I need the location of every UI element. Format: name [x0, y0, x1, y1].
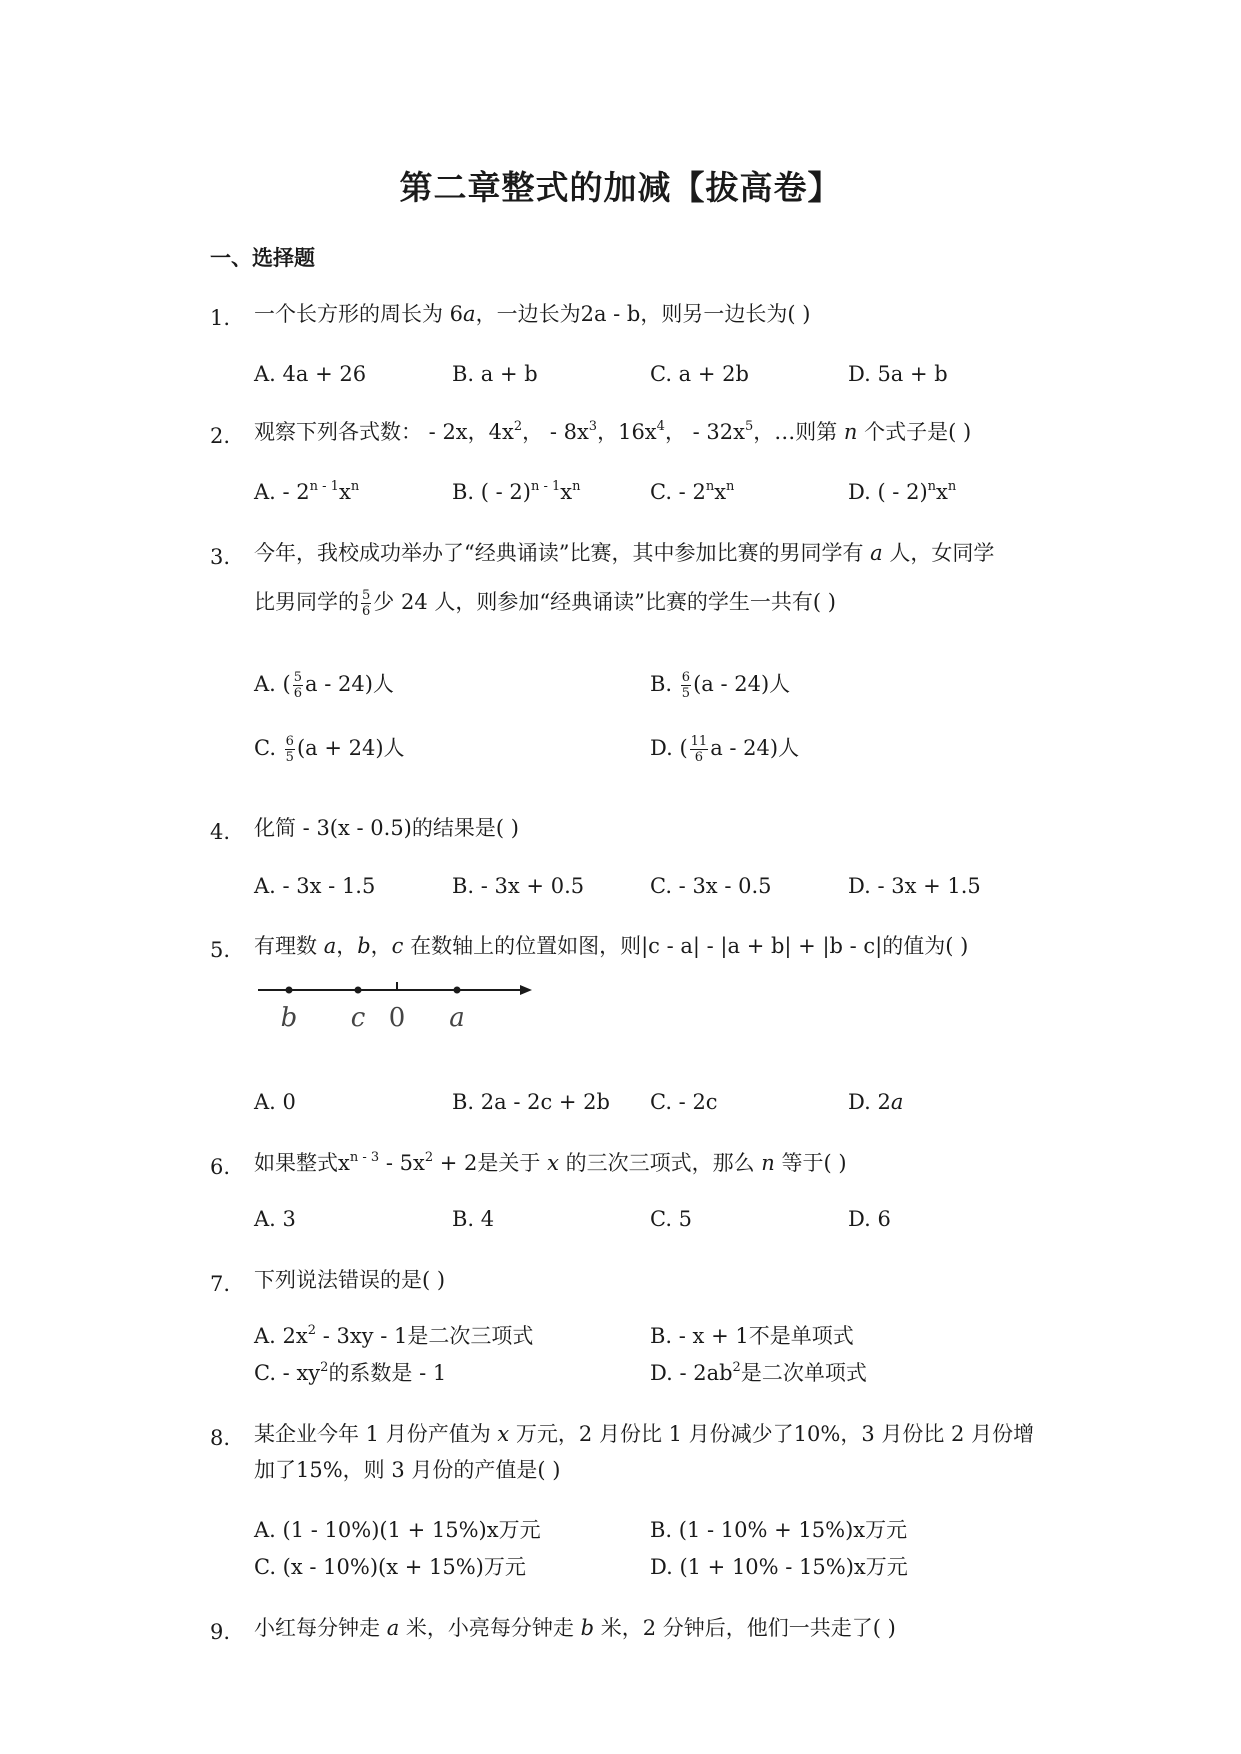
option-c: C. - 2c [650, 1090, 718, 1114]
question-text: 小红每分钟走 a 米，小亮每分钟走 b 米，2 分钟后，他们一共走了( ) [254, 1616, 896, 1640]
option-a: A. 4a + 26 [254, 362, 367, 386]
question-text: 观察下列各式数： - 2x，$4x^2$， - $8x^3$，$16x^4$， - $32x^5$，…则第 n 个式子是( ) [254, 419, 972, 444]
question-number: 1. [210, 306, 231, 330]
label-zero: 0 [388, 1003, 406, 1033]
number-line-figure [254, 978, 534, 1038]
question-text-line2: 加了15%，则 3 月份的产值是( ) [254, 1458, 561, 1482]
question-number: 4. [210, 820, 231, 844]
fraction: $\frac{5}{6}$ [362, 588, 371, 619]
option-a: A. - $2^{n - 1}x^n$ [254, 479, 360, 504]
question-number: 2. [210, 424, 231, 448]
question-text: 化简 - 3(x - 0.5)的结果是( ) [254, 816, 519, 840]
option-a: A. - 3x - 1.5 [254, 874, 376, 898]
option-c: C. 5 [650, 1207, 693, 1231]
option-a: A. (1 - 10%)(1 + 15%)x万元 [254, 1518, 541, 1542]
label-b: b [280, 1003, 298, 1033]
option-d: D. ( $\frac{11}{6}$ a - 24)人 [650, 734, 800, 765]
page-title: 第二章整式的加减【拔高卷】 [399, 168, 842, 207]
question-text: 一个长方形的周长为 6a，一边长为2a - b，则另一边长为( ) [254, 302, 811, 326]
label-a: a [449, 1003, 465, 1033]
section-heading: 一、选择题 [210, 245, 315, 270]
question-text: 如果整式$x^{n - 3} - 5x^2 + 2$是关于 x 的三次三项式，那么 n 等于( ) [254, 1150, 847, 1175]
option-c: C. - $2^nx^n$ [650, 479, 735, 504]
option-d: D. ( - $2)^nx^n$ [848, 479, 957, 504]
point-c [355, 987, 362, 994]
option-d: D. 2a [848, 1090, 904, 1114]
option-b: B. - 3x + 0.5 [452, 874, 585, 898]
option-c: C. (x - 10%)(x + 15%)万元 [254, 1555, 526, 1579]
option-b: B. (1 - 10% + 15%)x万元 [650, 1518, 908, 1542]
question-text: 今年，我校成功举办了“经典诵读”比赛，其中参加比赛的男同学有 a 人，女同学 [254, 541, 995, 565]
point-b [286, 987, 293, 994]
option-b: B. 2a - 2c + 2b [452, 1090, 610, 1114]
point-a [454, 987, 461, 994]
option-a: A. $2x^2 - 3xy - 1$是二次三项式 [254, 1323, 534, 1348]
axis-arrow-icon [520, 985, 532, 995]
option-d: D. - $2ab^2$是二次单项式 [650, 1360, 867, 1385]
option-b: B. a + b [452, 362, 538, 386]
option-d: D. (1 + 10% - 15%)x万元 [650, 1555, 908, 1579]
option-b: B. - x + 1不是单项式 [650, 1324, 854, 1348]
option-b: B. $\frac{6}{5}$ (a - 24)人 [650, 670, 791, 701]
option-b: B. 4 [452, 1207, 495, 1231]
question-number: 6. [210, 1155, 231, 1179]
option-a: A. 3 [254, 1207, 296, 1231]
question-number: 7. [210, 1272, 231, 1296]
question-text-line2: 比男同学的 $\frac{5}{6}$ 少 24 人，则参加“经典诵读”比赛的学生一共有( ) [254, 588, 836, 619]
option-c: C. - 3x - 0.5 [650, 874, 772, 898]
option-c: C. $\frac{6}{5}$ (a + 24)人 [254, 734, 405, 765]
option-d: D. - 3x + 1.5 [848, 874, 981, 898]
question-text: 某企业今年 1 月份产值为 x 万元，2 月份比 1 月份减少了10%，3 月份比 2 月份增 [254, 1422, 1035, 1446]
question-number: 9. [210, 1620, 231, 1644]
question-number: 5. [210, 938, 231, 962]
option-c: C. - $xy^2$的系数是 - 1 [254, 1360, 447, 1385]
question-text: 有理数 a，b，c 在数轴上的位置如图，则|c - a| - |a + b| + |b - c|的值为( ) [254, 934, 969, 958]
question-number: 8. [210, 1426, 231, 1450]
question-number: 3. [210, 545, 231, 569]
option-d: D. 6 [848, 1207, 891, 1231]
option-d: D. 5a + b [848, 362, 948, 386]
option-b: B. ( - $2)^{n - 1}x^n$ [452, 479, 581, 504]
label-c: c [350, 1003, 366, 1033]
question-text: 下列说法错误的是( ) [254, 1268, 446, 1292]
option-c: C. a + 2b [650, 362, 749, 386]
option-a: A. 0 [254, 1090, 296, 1114]
option-a: A. ( $\frac{5}{6}$ a - 24)人 [254, 670, 394, 701]
